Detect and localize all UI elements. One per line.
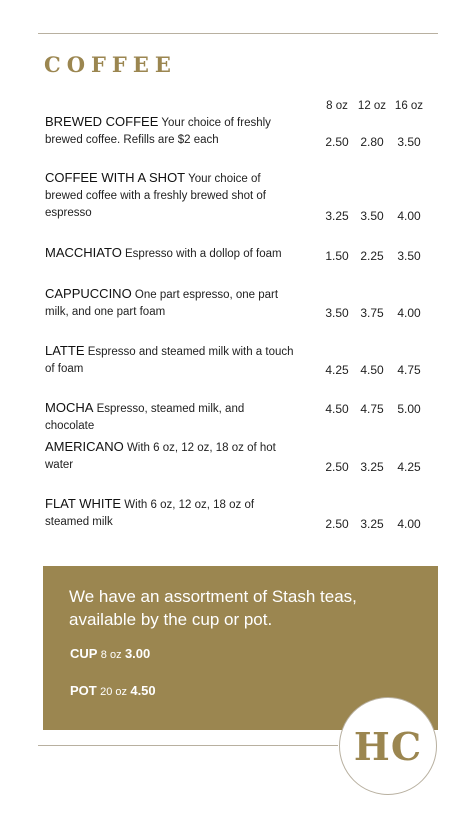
menu-item-name: MACCHIATO (45, 245, 122, 260)
menu-item-text (45, 399, 295, 435)
menu-item-name: AMERICANO (45, 439, 124, 454)
tea-cup-label: CUP (70, 646, 98, 661)
price-16oz: 4.00 (397, 517, 421, 531)
price-8oz: 3.50 (325, 306, 349, 320)
menu-item-text (45, 244, 295, 263)
menu-item-description: With 6 oz, 12 oz, 18 oz of steamed milk (45, 499, 255, 528)
tea-cup-size: 8 oz (100, 649, 122, 661)
tea-pot-amount: 4.50 (130, 683, 156, 698)
tea-description: We have an assortment of Stash teas, available by the cup or pot. (69, 587, 357, 629)
section-title: COFFEE (44, 52, 177, 77)
menu-item-text (45, 438, 295, 474)
menu-item-description: Your choice of freshly brewed coffee. Refills are $2 each (45, 117, 271, 146)
tea-pot-size: 20 oz (100, 686, 127, 698)
tea-cup-amount: 3.00 (124, 646, 151, 661)
price-16oz: 3.50 (397, 249, 421, 263)
menu-item-description: Espresso with a dollop of foam (125, 248, 282, 260)
menu-item-description: Your choice of brewed coffee with a freshly brewed shot of espresso (45, 173, 266, 219)
menu-item-cappuccino (45, 285, 445, 321)
price-8oz: 4.25 (325, 363, 349, 377)
price-12oz: 3.25 (360, 460, 384, 474)
price-12oz: 4.75 (360, 402, 384, 416)
menu-item-text (45, 113, 295, 149)
price-16oz: 4.75 (397, 363, 421, 377)
price-16oz: 4.00 (397, 209, 421, 223)
price-16oz: 5.00 (397, 402, 421, 416)
menu-item-coffee-with-a-shot (45, 169, 445, 222)
price-12oz: 3.75 (360, 306, 384, 320)
logo-text: HC (353, 723, 423, 769)
tea-pot-price (70, 683, 156, 698)
price-16oz: 4.25 (397, 460, 421, 474)
menu-item-description: With 6 oz, 12 oz, 18 oz of hot water (45, 442, 276, 471)
price-12oz: 3.50 (360, 209, 384, 223)
size-header-16oz: 16 oz (394, 100, 424, 112)
menu-item-text (45, 169, 295, 222)
menu-item-latte (45, 342, 445, 378)
menu-item-description: Espresso, steamed milk, and chocolate (45, 403, 245, 432)
menu-item-description: Espresso and steamed milk with a touch of foam (45, 346, 294, 375)
price-12oz: 2.80 (360, 135, 384, 149)
price-8oz: 3.25 (325, 209, 349, 223)
menu-item-name: CAPPUCCINO (45, 286, 132, 301)
menu-item-americano (45, 438, 445, 474)
bottom-divider (38, 745, 338, 746)
menu-item-description: One part espresso, one part milk, and one part foam (45, 289, 279, 318)
price-16oz: 3.50 (397, 135, 421, 149)
top-divider (38, 33, 438, 34)
price-8oz: 1.50 (325, 249, 349, 263)
price-12oz: 2.25 (360, 249, 384, 263)
price-12oz: 3.25 (360, 517, 384, 531)
menu-item-brewed-coffee (45, 113, 445, 149)
size-header-8oz: 8 oz (326, 100, 348, 112)
menu-item-macchiato (45, 244, 445, 263)
menu-item-name: BREWED COFFEE (45, 114, 159, 129)
menu-item-text (45, 285, 295, 321)
menu-item-name: COFFEE WITH A SHOT (45, 170, 186, 185)
price-8oz: 2.50 (325, 460, 349, 474)
price-8oz: 2.50 (325, 517, 349, 531)
size-header-12oz: 12 oz (357, 100, 387, 112)
menu-item-mocha (45, 399, 445, 435)
menu-item-name: LATTE (45, 343, 85, 358)
menu-item-name: MOCHA (45, 400, 94, 415)
tea-pot-label: POT (70, 683, 97, 698)
menu-item-name: FLAT WHITE (45, 496, 122, 511)
hc-logo (339, 697, 437, 795)
price-8oz: 2.50 (325, 135, 349, 149)
menu-item-text (45, 495, 295, 531)
price-16oz: 4.00 (397, 306, 421, 320)
price-12oz: 4.50 (360, 363, 384, 377)
tea-cup-price (70, 646, 150, 661)
menu-item-text (45, 342, 295, 378)
menu-item-flat-white (45, 495, 445, 531)
price-8oz: 4.50 (325, 402, 349, 416)
